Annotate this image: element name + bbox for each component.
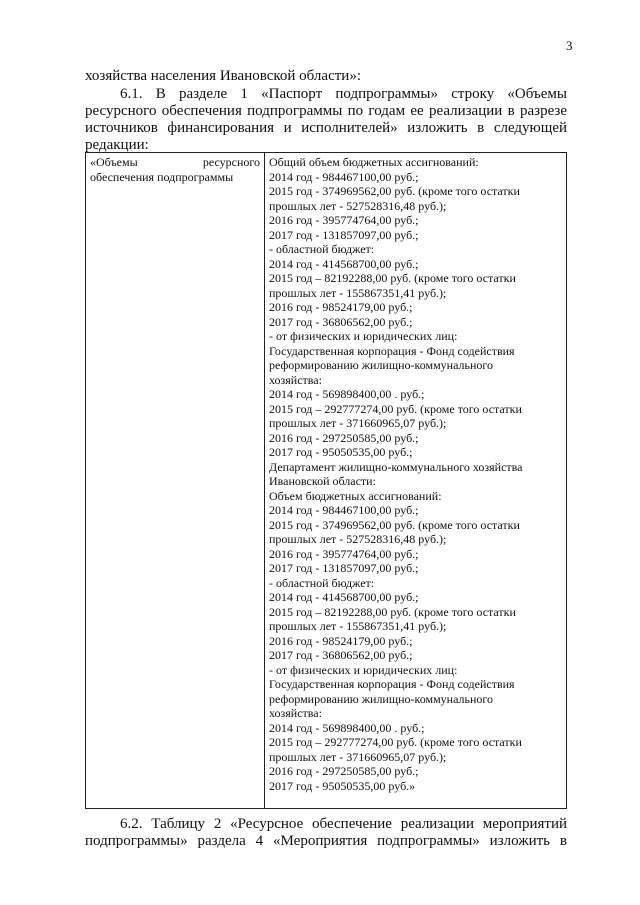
paragraph-line: источников финансирования и исполнителей» изложить в следующей (85, 120, 567, 136)
content-line: 2016 год - 297250585,00 руб.; (269, 430, 419, 445)
content-line: 2016 год - 395774764,00 руб.; (269, 213, 419, 227)
content-line: - областной бюджет: (269, 242, 375, 256)
paragraph-6-2 (85, 816, 567, 850)
page-number: 3 (566, 38, 573, 53)
paragraph-line: ресурсного обеспечения подпрограммы по годам ее реализации в разрезе (85, 103, 567, 119)
content-line: 2016 год - 98524179,00 руб.; (269, 300, 413, 314)
content-line: 2015 год – 82192288,00 руб. (кроме того остатки (269, 271, 516, 285)
content-line: реформированию жилищно-коммунального (269, 358, 494, 372)
content-line: 2015 год – 292777274,00 руб. (кроме того остатки (269, 401, 522, 416)
content-line: 2016 год - 395774764,00 руб.; (269, 546, 419, 561)
content-line: 2015 год – 82192288,00 руб. (кроме того остатки (269, 604, 516, 619)
content-line: Объем бюджетных ассигнований: (269, 488, 442, 503)
label-line: обеспечения подпрограммы (90, 169, 234, 184)
content-line: Департамент жилищно-коммунального хозяйства (269, 459, 523, 474)
label-line: «Объемы ресурсного (90, 155, 260, 169)
content-line: 2014 год - 984467100,00 руб.; (269, 169, 419, 184)
paragraph-line: подпрограммы» раздела 4 «Мероприятия подпрограммы» изложить в (85, 833, 567, 849)
paragraph-6-1 (85, 86, 567, 154)
content-line: 2016 год - 297250585,00 руб.; (269, 764, 419, 778)
content-line: прошлых лет - 371660965,07 руб.); (269, 749, 447, 764)
content-line: прошлых лет - 371660965,07 руб.); (269, 416, 447, 430)
content-line: Государственная корпорация - Фонд содействия (269, 677, 515, 691)
content-line: 2015 год - 374969562,00 руб. (кроме того остатки (269, 184, 520, 198)
content-line: хозяйства: (269, 706, 322, 720)
content-line: 2014 год - 984467100,00 руб.; (269, 503, 419, 517)
content-line: 2017 год - 95050535,00 руб.» (269, 778, 416, 793)
content-line: - от физических и юридических лиц: (269, 662, 458, 677)
content-line: 2017 год - 131857097,00 руб.; (269, 227, 419, 242)
content-line: 2014 год - 414568700,00 руб.; (269, 590, 419, 604)
content-line: прошлых лет - 155867351,41 руб.); (269, 285, 447, 300)
content-line: 2014 год - 569898400,00 . руб.; (269, 387, 425, 401)
content-line: прошлых лет - 527528316,48 руб.); (269, 198, 447, 213)
table-content-cell (265, 153, 567, 809)
paragraph-line: редакции: (85, 137, 149, 153)
content-line: 2014 год - 414568700,00 руб.; (269, 256, 419, 271)
content-line: 2015 год – 292777274,00 руб. (кроме того остатки (269, 735, 522, 749)
content-line: Общий объем бюджетных ассигнований: (269, 155, 479, 169)
continuation-line: хозяйства населения Ивановской области»: (85, 68, 361, 84)
content-line: - областной бюджет: (269, 575, 375, 590)
content-line: 2017 год - 36806562,00 руб.; (269, 648, 413, 662)
content-line: реформированию жилищно-коммунального (269, 691, 494, 706)
content-line: 2014 год - 569898400,00 . руб.; (269, 720, 425, 735)
content-line: 2017 год - 36806562,00 руб.; (269, 314, 413, 329)
content-line: 2015 год - 374969562,00 руб. (кроме того остатки (269, 517, 520, 532)
content-line: Ивановской области: (269, 474, 376, 488)
content-line: хозяйства: (269, 372, 322, 387)
content-line: 2016 год - 98524179,00 руб.; (269, 633, 413, 648)
content-line: 2017 год - 95050535,00 руб.; (269, 445, 413, 459)
paragraph-line: 6.2. Таблицу 2 «Ресурсное обеспечение реализации мероприятий (120, 816, 567, 832)
passport-table (85, 152, 567, 809)
content-line: прошлых лет - 527528316,48 руб.); (269, 532, 447, 546)
paragraph-line: 6.1. В разделе 1 «Паспорт подпрограммы» строку «Объемы (120, 86, 567, 102)
table-label-cell (86, 153, 265, 809)
content-line: 2017 год - 131857097,00 руб.; (269, 561, 419, 575)
table-row (86, 153, 567, 809)
content-line: - от физических и юридических лиц: (269, 329, 458, 343)
content-line: прошлых лет - 155867351,41 руб.); (269, 619, 447, 633)
content-line: Государственная корпорация - Фонд содействия (269, 343, 515, 358)
